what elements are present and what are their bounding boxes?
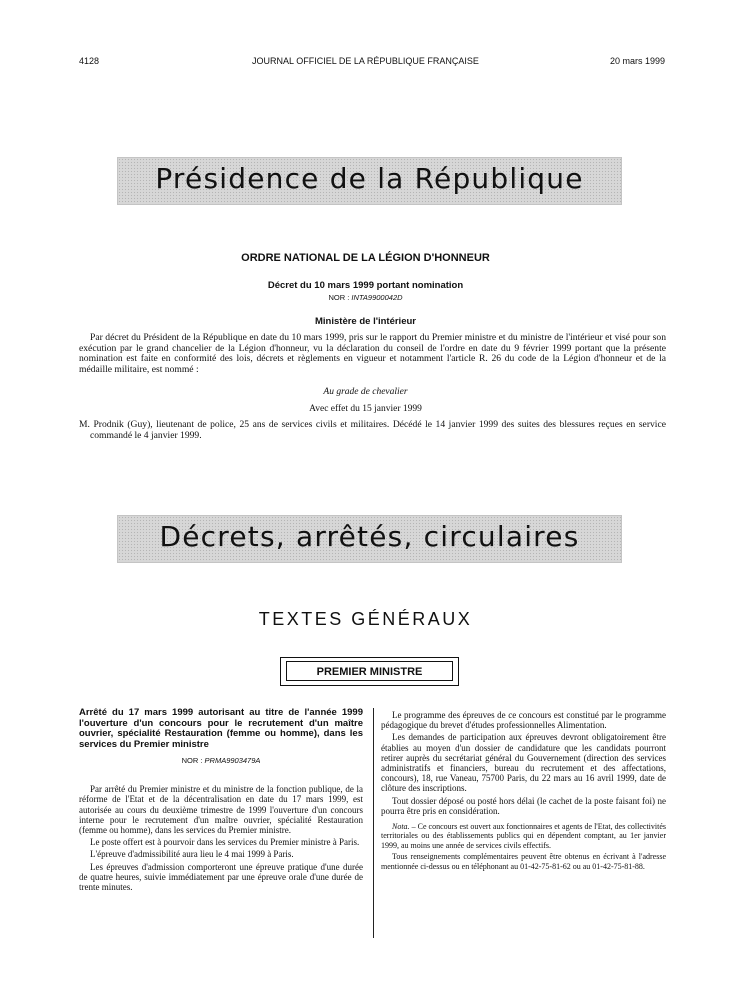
nor-label: NOR : <box>328 293 350 302</box>
section-heading-textes-generaux: TEXTES GÉNÉRAUX <box>258 609 473 629</box>
banner-title: Décrets, arrêtés, circulaires <box>159 520 580 553</box>
section-banner-decrets <box>117 515 622 563</box>
nota-paragraph <box>381 822 666 850</box>
issue-date: 20 mars 1999 <box>609 56 665 66</box>
right-paragraph: Les demandes de participation aux épreuves devront obligatoirement être établies au moyen d'un dossier de candidature que les candidats pourront retirer auprès du secrétariat général du Gouvernement (direction des services administratifs et financiers, bureau du recrutement et des affectations, concours), 18, rue Vaneau, 75700 Paris, du 22 mars au 16 avril 1999, date de clôture des inscriptions. <box>381 732 666 794</box>
nota-label: Nota. – <box>392 822 416 832</box>
decree-body: Par décret du Président de la République en date du 10 mars 1999, pris sur le rapport du Premier ministre et du ministre de l'intérieur et visé pour son exécution par le grand chancelier de la Légion d'honneur, vu la déclaration du conseil de l'ordre en date du 9 février 1999 portant que la présente nomination est faite en conformité des lois, décrets et règlements en vigueur et notamment l'article R. 26 du code de la Légion d'honneur et de la médaille militaire, est nommé : <box>79 332 666 375</box>
nor-code: PRMA9903479A <box>204 756 261 765</box>
nor-reference <box>0 293 731 302</box>
arrete-nor-reference <box>79 756 363 766</box>
effect-date-line: Avec effet du 15 janvier 1999 <box>309 404 422 414</box>
section-banner-presidence <box>117 157 622 205</box>
grade-line: Au grade de chevalier <box>323 387 408 397</box>
nor-code: INTA9900042D <box>351 293 403 302</box>
left-column <box>79 708 363 894</box>
order-title: ORDRE NATIONAL DE LA LÉGION D'HONNEUR <box>241 252 490 264</box>
nominee-entry: M. Prodnik (Guy), lieutenant de police, 25 ans de services civils et militaires. Décédé le 14 janvier 1999 des suites des blessures reçues en service commandé le 4 janvier 1999. <box>79 419 666 441</box>
page-number: 4128 <box>79 56 100 66</box>
ministry-heading: Ministère de l'intérieur <box>315 316 416 327</box>
right-column <box>381 710 666 873</box>
decree-title: Décret du 10 mars 1999 portant nomination <box>267 280 464 291</box>
right-paragraph: Tout dossier déposé ou posté hors délai (le cachet de la poste faisant foi) ne pourra être pris en considération. <box>381 795 666 816</box>
left-paragraph: Les épreuves d'admission comporteront une épreuve pratique d'une durée de quatre heures, suivie immédiatement par une épreuve orale d'une durée de trente minutes. <box>79 861 363 893</box>
left-paragraph: Le poste offert est à pourvoir dans les services du Premier ministre à Paris. <box>90 837 360 848</box>
info-paragraph: Tous renseignements complémentaires peuvent être obtenus en écrivant à l'adresse mentionnée ci-dessus ou en téléphonant au 01-42-75-81-62 ou au 01-42-75-81-88. <box>381 852 666 871</box>
left-paragraph: L'épreuve d'admissibilité aura lieu le 4 mai 1999 à Paris. <box>90 849 294 860</box>
right-paragraph: Le programme des épreuves de ce concours est constitué par le programme pédagogique du brevet d'études professionnelles Alimentation. <box>381 710 666 731</box>
left-paragraph: Par arrêté du Premier ministre et du ministre de la fonction publique, de la réforme de l'Etat et de la décentralisation en date du 17 mars 1999, est autorisée au cours du deuxième trimestre de 1999 l'ouverture d'un concours interne pour le recrutement d'un maître ouvrier, spécialité Restauration (femme ou homme), dans les services du Premier ministre. <box>79 784 363 836</box>
column-divider <box>373 708 374 938</box>
journal-title: JOURNAL OFFICIEL DE LA RÉPUBLIQUE FRANÇAISE <box>252 56 479 66</box>
banner-title: Présidence de la République <box>155 162 584 195</box>
ministry-box: PREMIER MINISTRE <box>286 661 453 681</box>
nota-text: Ce concours est ouvert aux fonctionnaires et agents de l'Etat, des collectivités territoriales ou des établissements publics qui en dépendent comptant, au 1er janvier 1999, au moins une année de services civils effectifs. <box>381 822 666 850</box>
arrete-title: Arrêté du 17 mars 1999 autorisant au titre de l'année 1999 l'ouverture d'un concours pour le recrutement d'un maître ouvrier, spécialité Restauration (femme ou homme), dans les services du Premier ministre <box>79 707 363 750</box>
nor-label: NOR : <box>181 756 203 765</box>
